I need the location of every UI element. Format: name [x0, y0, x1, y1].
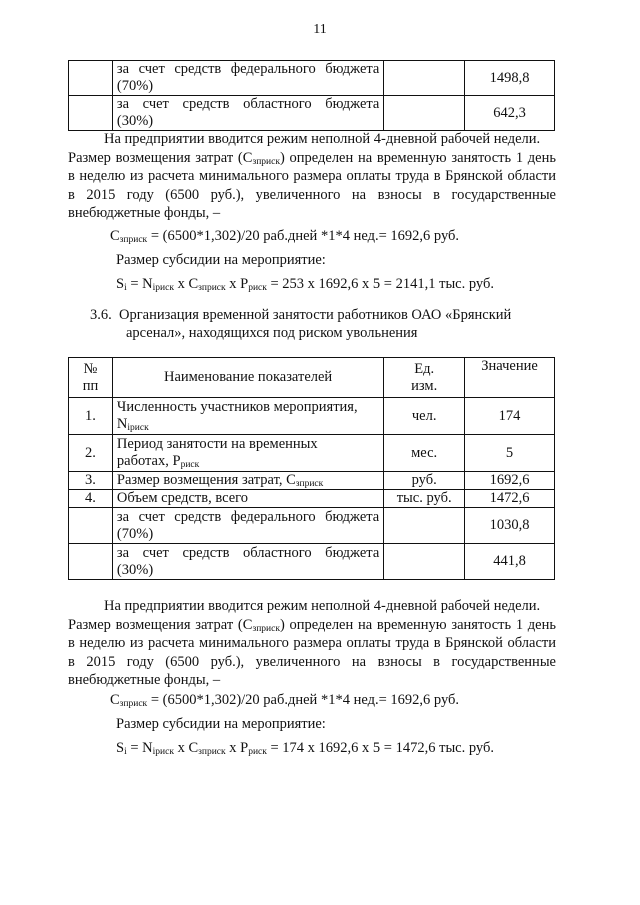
name-cell: за счет средств федерального бюджета (70%)	[112, 61, 383, 96]
table-header-row	[69, 358, 555, 398]
formula-subsidy-2: $S_i = N_{iриск}$ x $С_{зприск}$ x $Р_{риск} = 174$ x 1692,6 x 5 = 1472,6 тыс. руб.	[116, 740, 494, 757]
table-row	[69, 96, 555, 131]
value-cell: 642,3	[465, 96, 555, 131]
table-row: 2. Период занятости на временных работах, $Р_{риск}$ мес. 5	[69, 435, 555, 472]
table-row: 3. Размер возмещения затрат, $С_{зприск}$ руб. 1692,6	[69, 472, 555, 490]
paragraph-conditions-2: На предприятии вводится режим неполной 4-дневной рабочей недели. Размер возмещения затрат $(С_{зприск})$ определен на временную занятость 1 день в неделю из расчета минимального размера оплаты труда в Брянской области в 2015 году (6500 руб.), увеличенного на взносы в государственные внебюджетные фонды, –	[68, 598, 556, 688]
formula-subsidy-1: $S_i = N_{iриск}$ x $С_{зприск}$ x $Р_{риск} = 253$ x 1692,6 x 5 = 2141,1 тыс. руб.	[116, 276, 494, 293]
section-number: 3.6.	[90, 307, 112, 323]
table-row: за счет средств областного бюджета (30%) 441,8	[69, 544, 555, 580]
table-row	[69, 61, 555, 96]
header-num: № пп	[69, 358, 113, 398]
value-cell: 1498,8	[465, 61, 555, 96]
header-name: Наименование показателей	[112, 358, 383, 398]
paragraph-conditions-1: На предприятии вводится режим неполной 4-дневной рабочей недели. Размер возмещения затрат $(С_{зприск})$ определен на временную занятость 1 день в неделю из расчета минимального размера оплаты труда в Брянской области в 2015 году (6500 руб.), увеличенного на взносы в государственные внебюджетные фонды, –	[68, 131, 556, 221]
formula-cost-1: $С_{зприск} = (6500*1,302)/20$ раб.дней *1*4 нед.= 1692,6 руб.	[110, 228, 460, 245]
indicators-table	[68, 357, 555, 580]
header-value: Значение	[465, 358, 555, 398]
table-row: за счет средств федерального бюджета (70%) 1030,8	[69, 508, 555, 544]
table-row: 1. Численность участников мероприятия, $N_{iриск}$ чел. 174	[69, 398, 555, 435]
subsidy-label-1: Размер субсидии на мероприятие:	[116, 252, 326, 268]
top-table	[68, 60, 555, 131]
formula-cost-2: $С_{зприск} = (6500*1,302)/20$ раб.дней *1*4 нед.= 1692,6 руб.	[110, 692, 460, 709]
section-title: Организация временной занятости работников ОАО «Брянский	[119, 307, 512, 323]
header-unit: Ед. изм.	[384, 358, 465, 398]
table-row: 4. Объем средств, всего тыс. руб. 1472,6	[69, 490, 555, 508]
section-heading: 3.6. Организация временной занятости работников ОАО «Брянский арсенал», находящихся под риском увольнения	[90, 307, 512, 341]
subsidy-label-2: Размер субсидии на мероприятие:	[116, 716, 326, 732]
name-cell: за счет средств областного бюджета (30%)	[112, 96, 383, 131]
page-number: 11	[313, 22, 327, 37]
